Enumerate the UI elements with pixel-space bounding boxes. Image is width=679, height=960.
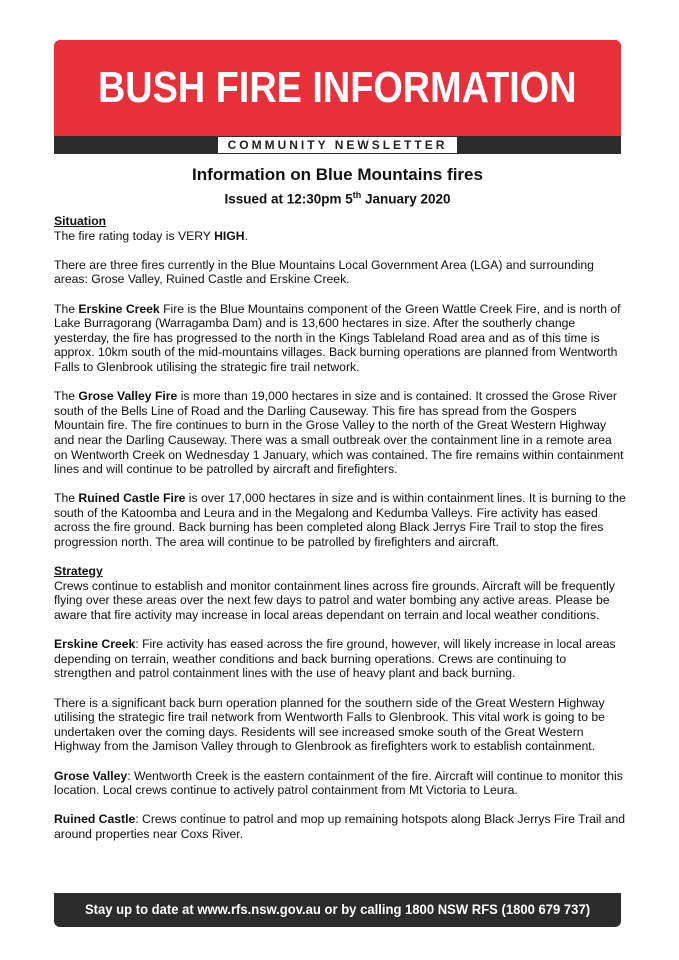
situation-heading: Situation [54,214,107,228]
newsletter-bar [54,136,621,154]
issued-date: Issued at 12:30pm 5th January 2020 [224,190,451,207]
erskine-strategy: Erskine Creek: Fire activity has eased across the fire ground, however, will likely increase in local areas depending on terrain, weather conditions and back burning operations. Crews are continuing to strengthen and patrol containment lines with the use of heavy plant and back burning. [54,637,616,681]
backburn-strategy: There is a significant back burn operation planned for the southern side of the Great Western Highway utilising the strategic fire trail network from Wentworth Falls to Glenbrook. This vital work is going to be undertaken over the coming days. Residents will see increased smoke south of the Great Western Highway from the Jamison Valley through to Glenbrook as firefighters work to establish containment. [54,695,605,754]
footer-contact: Stay up to date at www.rfs.nsw.gov.au or by calling 1800 NSW RFS (1800 679 737) [84,902,591,918]
document-title: Information on Blue Mountains fires [192,165,483,184]
strategy-heading: Strategy [54,564,103,579]
newsletter-label: COMMUNITY NEWSLETTER [218,137,458,153]
ruined-situation: The Ruined Castle Fire is over 17,000 hectares in size and is within containment lines. It is burning to the south of the Katoomba and Leura and in the Megalong and Kedumba Valleys. Fire activity has eased across the fire ground. Back burning has been completed along Black Jerrys Fire Trail to stop the fires progression north. The area will continue to be patrolled by firefighters and aircraft. [54,491,626,550]
banner [54,40,621,136]
grose-situation: The Grose Valley Fire is more than 19,000 hectares in size and is contained. It crossed the Grose River south of the Bells Line of Road and the Darling Causeway. This fire has spread from the Gospers Mountain fire. The fire continues to burn in the Grose Valley to the north of the Great Western Highway and near the Darling Causeway. There was a small outbreak over the containment line in a remote area on Wentworth Creek on Wednesday 1 January, which was contained. The fire remains within containment lines and will continue to be patrolled by aircraft and firefighters. [54,389,624,477]
strategy-section: Strategy Crews continue to establish and monitor containment lines across fire grounds. Aircraft will be frequently flying over these areas over the next few days to patrol and water bombing any active areas. Please be aware that fire activity may increase in local areas dependant on terrain and local weather conditions. [54,564,626,622]
situation-section: Situation The fire rating today is VERY HIGH. [54,214,626,243]
banner-title: BUSH FIRE INFORMATION [98,63,577,112]
footer-bar [54,893,621,927]
grose-strategy: Grose Valley: Wentworth Creek is the eastern containment of the fire. Aircraft will continue to monitor this location. Local crews continue to actively patrol containment from Mt Victoria to Leura. [54,768,623,798]
document-heading [54,164,621,209]
ruined-strategy: Ruined Castle: Crews continue to patrol and mop up remaining hotspots along Black Jerrys Fire Trail and around properties near Coxs River. [54,812,626,841]
newsletter-body [54,214,626,856]
fire-rating: HIGH [214,228,245,243]
erskine-situation: The Erskine Creek Fire is the Blue Mountains component of the Green Wattle Creek Fire, and is north of Lake Burragorang (Warragamba Dam) and is 13,600 hectares in size. After the southerly change yesterday, the fire has progressed to the north in the Kings Tableland Road area and as of this time is approx. 10km south of the mid-mountains villages. Back burning operations are planned from Wentworth Falls to Glenbrook utilising the strategic fire trail network. [54,301,621,374]
situation-intro: There are three fires currently in the Blue Mountains Local Government Area (LGA) and surrounding areas: Grose Valley, Ruined Castle and Erskine Creek. [54,257,594,287]
